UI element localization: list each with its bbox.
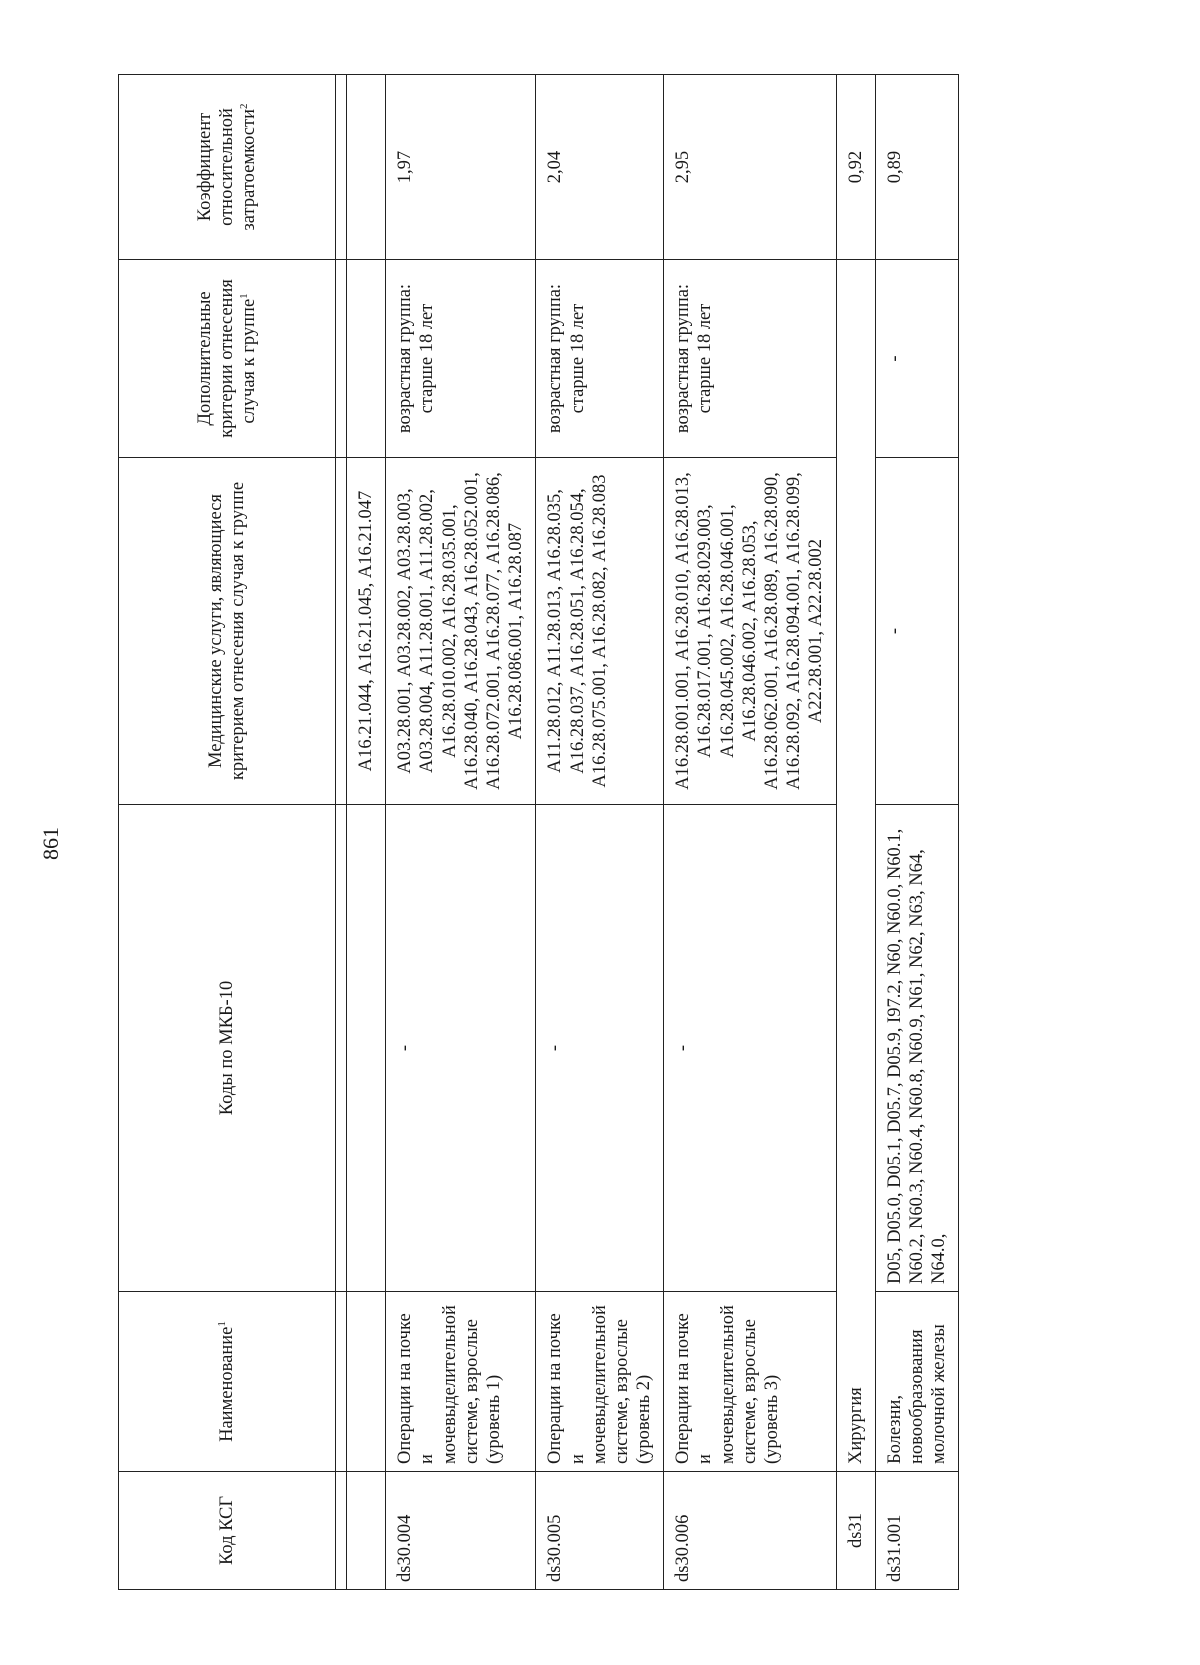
spacer-row bbox=[336, 75, 347, 1590]
cell-name bbox=[347, 1292, 386, 1472]
rotated-table-wrapper bbox=[118, 75, 1105, 1590]
cell-extra bbox=[347, 260, 386, 458]
cell-code bbox=[347, 1472, 386, 1590]
cell-mkb: - bbox=[536, 805, 664, 1292]
cell-coef: 2,04 bbox=[536, 75, 664, 260]
cell-name: Операции на почке и мочевыделительной системе, взрослые (уровень 3) bbox=[664, 1292, 836, 1472]
cell-coef: 1,97 bbox=[386, 75, 536, 260]
cell-mkb: - bbox=[664, 805, 836, 1292]
cell-mkb: - bbox=[386, 805, 536, 1292]
header-cell: Медицинские услуги, являющиеся критерием отнесения случая к группе bbox=[119, 458, 336, 805]
page-number: 861 bbox=[38, 827, 63, 860]
cell-extra: - bbox=[875, 260, 959, 458]
cell-mkb bbox=[347, 805, 386, 1292]
cell-extra: возрастная группа: старше 18 лет bbox=[536, 260, 664, 458]
table-row bbox=[386, 75, 536, 1590]
header-cell: Коды по МКБ-10 bbox=[119, 805, 336, 1292]
cell-code: ds31.001 bbox=[875, 1472, 959, 1590]
section-coef: 0,92 bbox=[836, 75, 875, 260]
cell-services: А16.21.044, А16.21.045, А16.21.047 bbox=[347, 458, 386, 805]
header-row bbox=[119, 75, 336, 1590]
cell-services: А16.28.001.001, А16.28.010, А16.28.013, А16.28.017.001, А16.28.029.003, А16.28.045.002, А16.28.046.001, А16.28.046.002, А16.28.053, А16.28.062.001, А16.28.089, А16.28.090, А16.28.092, А16.28.094.001, А16.28.099, А22.28.001, А22.28.002 bbox=[664, 458, 836, 805]
section-code: ds31 bbox=[836, 1472, 875, 1590]
header-cell: Код КСГ bbox=[119, 1472, 336, 1590]
cell-name: Операции на почке и мочевыделительной системе, взрослые (уровень 1) bbox=[386, 1292, 536, 1472]
table-row bbox=[347, 75, 386, 1590]
cell-coef: 2,95 bbox=[664, 75, 836, 260]
cell-extra: возрастная группа: старше 18 лет bbox=[664, 260, 836, 458]
section-name: Хирургия bbox=[836, 260, 875, 1472]
table-row bbox=[536, 75, 664, 1590]
cell-code: ds30.004 bbox=[386, 1472, 536, 1590]
section-row bbox=[836, 75, 875, 1590]
cell-code: ds30.005 bbox=[536, 1472, 664, 1590]
cell-extra: возрастная группа: старше 18 лет bbox=[386, 260, 536, 458]
table-row bbox=[875, 75, 959, 1590]
ksg-table bbox=[118, 74, 959, 1590]
cell-coef: 0,89 bbox=[875, 75, 959, 260]
header-cell: Наименование$^1$ bbox=[119, 1292, 336, 1472]
table-row bbox=[664, 75, 836, 1590]
header-cell: Дополнительные критерии отнесения случая к группе$^1$ bbox=[119, 260, 336, 458]
cell-name: Болезни, новообразования молочной железы bbox=[875, 1292, 959, 1472]
cell-coef bbox=[347, 75, 386, 260]
header-cell: Коэффициент относительной затратоемкости$^2$ bbox=[119, 75, 336, 260]
cell-code: ds30.006 bbox=[664, 1472, 836, 1590]
cell-mkb: D05, D05.0, D05.1, D05.7, D05.9, I97.2, N60, N60.0, N60.1, N60.2, N60.3, N60.4, N60.8, N60.9, N61, N62, N63, N64, N64.0, bbox=[875, 805, 959, 1292]
cell-services: А03.28.001, А03.28.002, А03.28.003, А03.28.004, А11.28.001, А11.28.002, А16.28.010.002, А16.28.035.001, А16.28.040, А16.28.043, А16.28.052.001, А16.28.072.001, А16.28.077, А16.28.086, А16.28.086.001, А16.28.087 bbox=[386, 458, 536, 805]
cell-services: - bbox=[875, 458, 959, 805]
cell-services: А11.28.012, А11.28.013, А16.28.035, А16.28.037, А16.28.051, А16.28.054, А16.28.075.001, А16.28.082, А16.28.083 bbox=[536, 458, 664, 805]
cell-name: Операции на почке и мочевыделительной системе, взрослые (уровень 2) bbox=[536, 1292, 664, 1472]
